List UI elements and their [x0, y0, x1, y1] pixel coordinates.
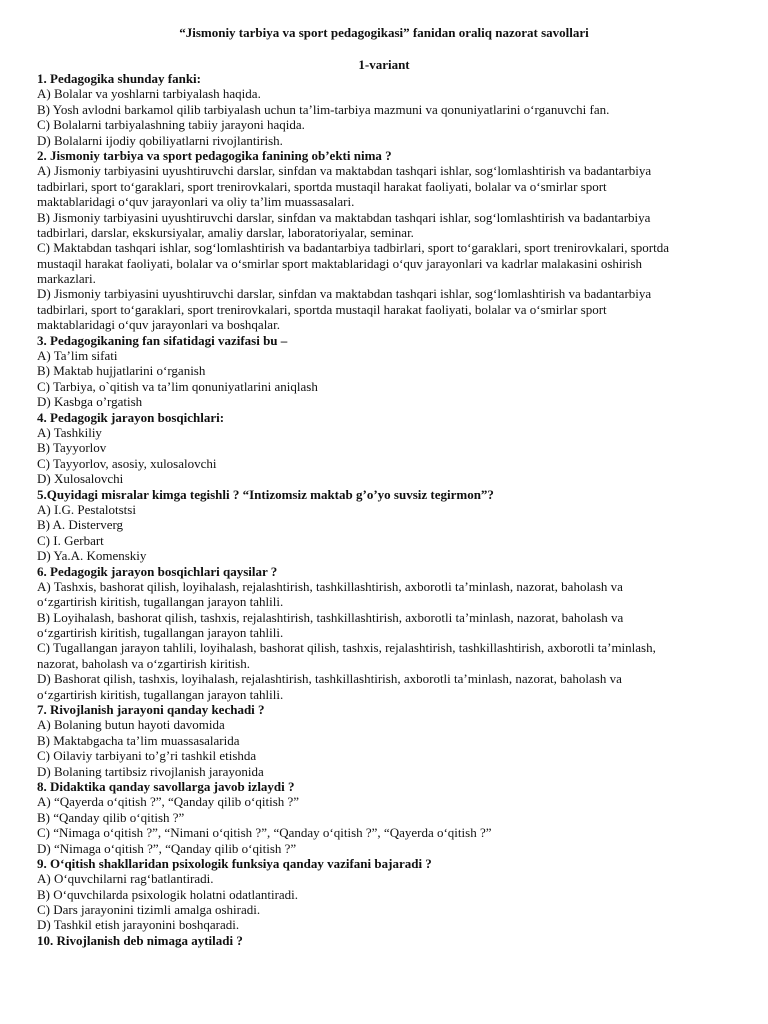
- answer-option-line: markazlari.: [37, 271, 96, 287]
- question-text: 2. Jismoniy tarbiya va sport pedagogika fanining ob’ekti nima ?: [37, 147, 392, 163]
- question-text: 4. Pedagogik jarayon bosqichlari:: [37, 409, 225, 425]
- answer-option-line: B) O‘quvchilarda psixologik holatni odatlantiradi.: [37, 886, 299, 902]
- question-block: [37, 333, 737, 410]
- answer-option-line: mustaqil harakat faoliyati, bolalar va o‘smirlar sport maktablaridagi o‘quv jarayonlari va kadrlar malakasini oshirish: [37, 255, 643, 271]
- answer-option-line: A) O‘quvchilarni rag‘batlantiradi.: [37, 871, 214, 887]
- answer-option-line: C) I. Gerbart: [37, 532, 104, 548]
- question-text: 5.Quyidagi misralar kimga tegishli ? “Intizomsiz maktab g’o’yo suvsiz tegirmon”?: [37, 486, 494, 502]
- answer-option-line: D) Jismoniy tarbiyasini uyushtiruvchi darslar, sinfdan va maktabdan tashqari ishlar, sog‘lomlashtirish va badantarbiya: [37, 286, 652, 302]
- question-block: [37, 410, 737, 487]
- answer-option-line: C) “Nimaga o‘qitish ?”, “Nimani o‘qitish ?”, “Qanday o‘qitish ?”, “Qayerda o‘qitish ?”: [37, 825, 492, 841]
- answer-option-line: D) Tashkil etish jarayonini boshqaradi.: [37, 917, 240, 933]
- question-text: 6. Pedagogik jarayon bosqichlari qaysilar ?: [37, 563, 278, 579]
- answer-option-line: A) Ta’lim sifati: [37, 348, 118, 364]
- answer-option-line: C) Maktabdan tashqari ishlar, sog‘lomlashtirish va badantarbiya tadbirlari, sport to‘garaklari, sport trenirovkalari, sportda: [37, 240, 669, 256]
- answer-option-line: C) Tarbiya, o`qitish va ta’lim qonuniyatlarini aniqlash: [37, 378, 318, 394]
- document-title: “Jismoniy tarbiya va sport pedagogikasi” fanidan oraliq nazorat savollari: [179, 25, 589, 40]
- answer-option-line: B) Yosh avlodni barkamol qilib tarbiyalash uchun ta’lim-tarbiya mazmuni va qonuniyatlarini o‘rganuvchi fan.: [37, 101, 610, 117]
- question-block: [37, 856, 737, 933]
- variant-heading: 1-variant: [358, 57, 410, 72]
- answer-option-line: tadbirlari, sport to‘garaklari, sport trenirovkalari, sportda mustaqil harakat faoliyati, bolalar va o‘smirlar sport: [37, 178, 607, 194]
- answer-option-line: o‘zgartirish kiritish, tugallangan jarayon tahlili.: [37, 625, 284, 641]
- answer-option-line: nazorat, baholash va o‘zgartirish kiritish.: [37, 655, 250, 671]
- question-block: [37, 487, 737, 564]
- question-block: [37, 779, 737, 856]
- answer-option-line: tadbirlari, darslar, ekskursiyalar, amaliy darslar, laboratoriyalar, seminar.: [37, 224, 414, 240]
- answer-option-line: o‘zgartirish kiritish, tugallangan jarayon tahlili.: [37, 594, 284, 610]
- answer-option-line: C) Oilaviy tarbiyani to’g’ri tashkil etishda: [37, 748, 257, 764]
- answer-option-line: C) Tayyorlov, asosiy, xulosalovchi: [37, 455, 217, 471]
- question-block: [37, 148, 737, 333]
- answer-option-line: B) Maktabgacha ta’lim muassasalarida: [37, 732, 240, 748]
- answer-option-line: A) Bolaning butun hayoti davomida: [37, 717, 225, 733]
- answer-option-line: A) Jismoniy tarbiyasini uyushtiruvchi darslar, sinfdan va maktabdan tashqari ishlar, sog‘lomlashtirish va badantarbiya: [37, 163, 652, 179]
- answer-option-line: B) Tayyorlov: [37, 440, 107, 456]
- answer-option-line: C) Bolalarni tarbiyalashning tabiiy jarayoni haqida.: [37, 117, 305, 133]
- answer-option-line: D) Bashorat qilish, tashxis, loyihalash, rejalashtirish, tashkillashtirish, axborotli ta’minlash, nazorat, baholash va: [37, 671, 622, 687]
- answer-option-line: C) Tugallangan jarayon tahlili, loyihalash, bashorat qilish, tashxis, rejalashtirish, tashkillashtirish, axborotli ta’minlash,: [37, 640, 656, 656]
- answer-option-line: D) Bolalarni ijodiy qobiliyatlarni rivojlantirish.: [37, 132, 283, 148]
- answer-option-line: A) I.G. Pestalotstsi: [37, 501, 136, 517]
- answer-option-line: B) A. Disterverg: [37, 517, 124, 533]
- question-text: 7. Rivojlanish jarayoni qanday kechadi ?: [37, 702, 265, 718]
- question-text: 1. Pedagogika shunday fanki:: [37, 71, 201, 86]
- answer-option-line: B) “Qanday qilib o‘qitish ?”: [37, 809, 185, 825]
- answer-option-line: D) Bolaning tartibsiz rivojlanish jarayonida: [37, 763, 264, 779]
- answer-option-line: tadbirlari, sport to‘garaklari, sport trenirovkalari, sportda mustaqil harakat faoliyati, bolalar va o‘smirlar sport: [37, 301, 607, 317]
- answer-option-line: B) Loyihalash, bashorat qilish, tashxis, rejalashtirish, tashkillashtirish, axborotli ta’minlash, nazorat, baholash va: [37, 609, 624, 625]
- question-block: [37, 933, 737, 948]
- answer-option-line: A) “Qayerda o‘qitish ?”, “Qanday qilib o‘qitish ?”: [37, 794, 300, 810]
- answer-option-line: B) Jismoniy tarbiyasini uyushtiruvchi darslar, sinfdan va maktabdan tashqari ishlar, sog‘lomlashtirish va badantarbiya: [37, 209, 651, 225]
- question-block: [37, 702, 737, 779]
- answer-option-line: D) Kasbga o’rgatish: [37, 394, 143, 410]
- question-block: [37, 564, 737, 703]
- answer-option-line: D) “Nimaga o‘qitish ?”, “Qanday qilib o‘qitish ?”: [37, 840, 297, 856]
- question-text: 8. Didaktika qanday savollarga javob izlaydi ?: [37, 778, 295, 794]
- answer-option-line: maktablaridagi o‘quv jarayonlari va oliy ta’lim muassasalari.: [37, 194, 355, 210]
- answer-option-line: A) Bolalar va yoshlarni tarbiyalash haqida.: [37, 86, 261, 102]
- question-text: 3. Pedagogikaning fan sifatidagi vazifasi bu –: [37, 332, 288, 348]
- answer-option-line: D) Ya.A. Komenskiy: [37, 548, 147, 564]
- answer-option-line: A) Tashkiliy: [37, 424, 102, 440]
- answer-option-line: D) Xulosalovchi: [37, 471, 124, 487]
- question-text: 9. O‘qitish shakllaridan psixologik funksiya qanday vazifani bajaradi ?: [37, 855, 432, 871]
- question-text: 10. Rivojlanish deb nimaga aytiladi ?: [37, 932, 243, 948]
- answer-option-line: maktablaridagi o‘quv jarayonlari va boshqalar.: [37, 317, 280, 333]
- question-block: [37, 71, 737, 148]
- question-list: [37, 71, 737, 948]
- answer-option-line: o‘zgartirish kiritish, tugallangan jarayon tahlili.: [37, 686, 284, 702]
- answer-option-line: B) Maktab hujjatlarini o‘rganish: [37, 363, 206, 379]
- answer-option-line: C) Dars jarayonini tizimli amalga oshiradi.: [37, 902, 261, 918]
- answer-option-line: A) Tashxis, bashorat qilish, loyihalash, rejalashtirish, tashkillashtirish, axborotli ta’minlash, nazorat, baholash va: [37, 578, 623, 594]
